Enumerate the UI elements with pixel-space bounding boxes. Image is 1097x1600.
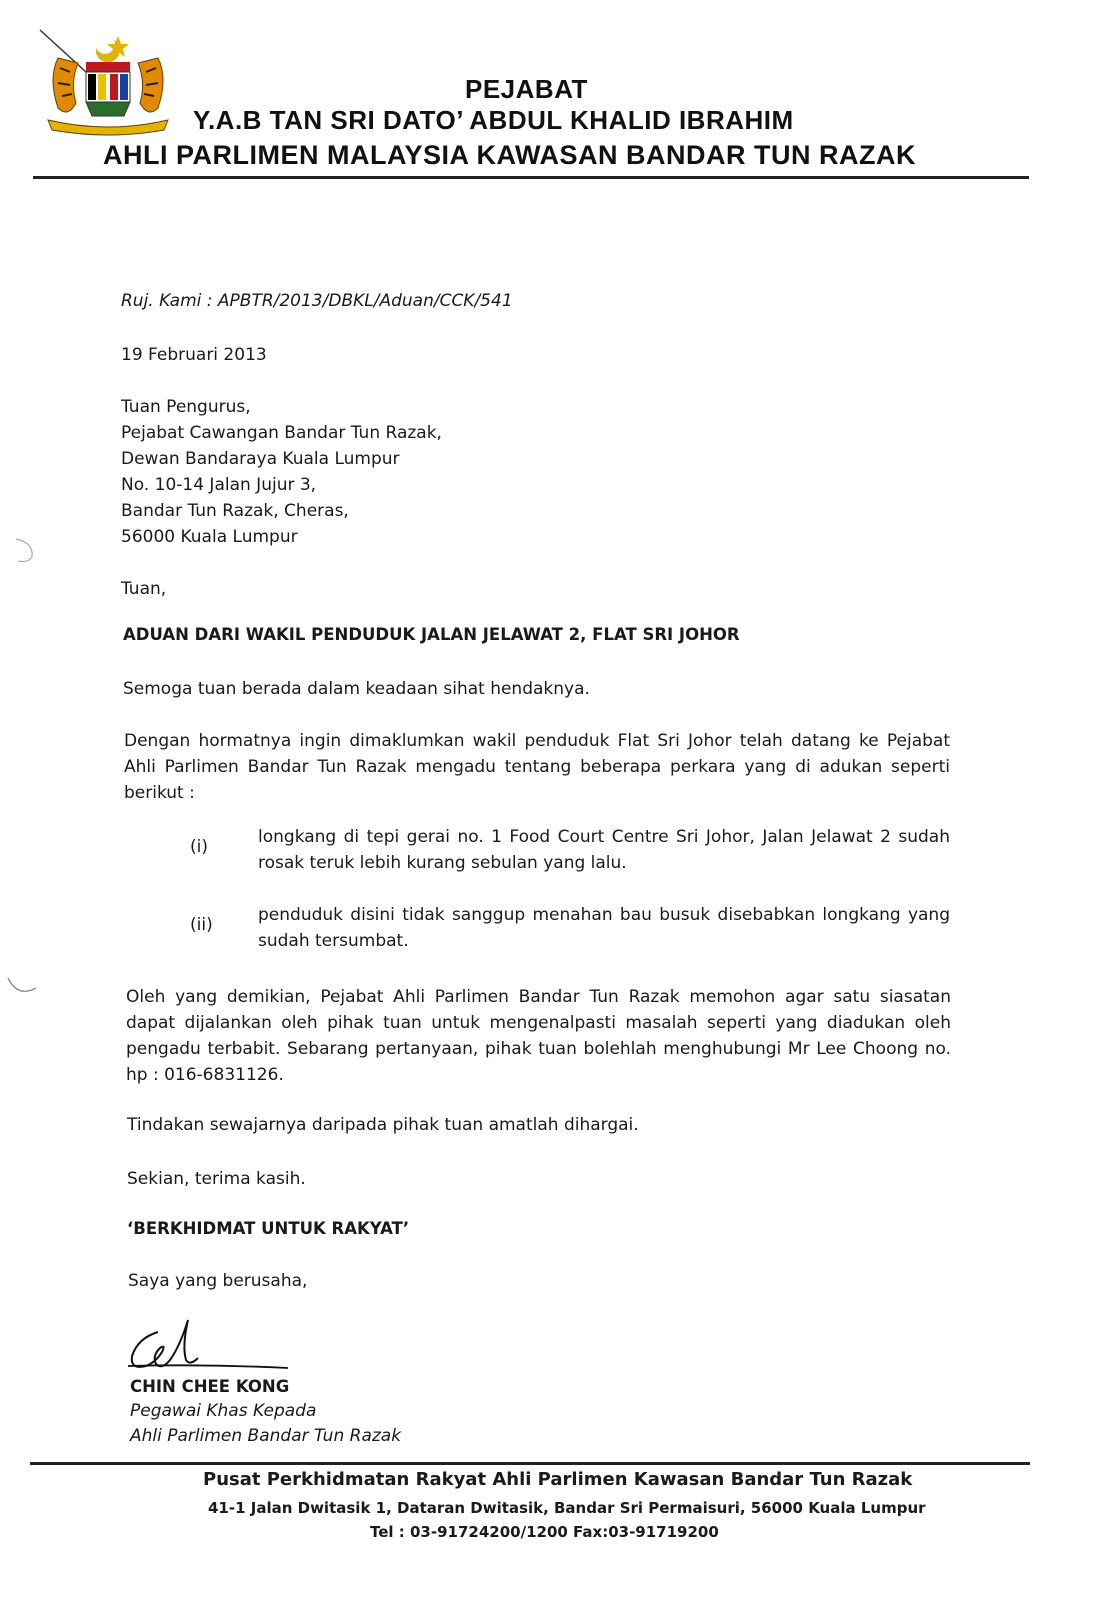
letterhead-divider (33, 176, 1029, 179)
address-line: Pejabat Cawangan Bandar Tun Razak, (121, 423, 442, 443)
letter-date: 19 Februari 2013 (121, 345, 267, 365)
handwritten-signature (128, 1310, 298, 1380)
coat-of-arms-icon (38, 28, 178, 140)
footer-office-name: Pusat Perkhidmatan Rakyat Ahli Parlimen Kawasan Bandar Tun Razak (203, 1469, 913, 1490)
item-text: penduduk disini tidak sanggup menahan bau busuk disebabkan longkang yang sudah tersumbat. (258, 905, 950, 951)
punch-hole-mark (6, 970, 36, 1000)
signatory-position: Pegawai Khas Kepada (130, 1401, 317, 1421)
body-paragraph-1: Dengan hormatnya ingin dimaklumkan wakil penduduk Flat Sri Johor telah datang ke Pejabat Ahli Parlimen Bandar Tun Razak mengadu tentang beberapa perkara yang di adukan seperti berikut : (124, 731, 950, 803)
letterhead-name: Y.A.B TAN SRI DATO’ ABDUL KHALID IBRAHIM (193, 105, 794, 135)
address-line: No. 10-14 Jalan Jujur 3, (121, 475, 317, 495)
body-paragraph-2: Oleh yang demikian, Pejabat Ahli Parlimen Bandar Tun Razak memohon agar satu siasatan dapat dijalankan oleh pihak tuan untuk mengenalpasti masalah seperti yang diadukan oleh pengadu terbabit. Sebarang pertanyaan, pihak tuan bolehlah menghubungi Mr Lee Choong no. hp : 016-6831126. (126, 987, 951, 1085)
letterhead-constituency: AHLI PARLIMEN MALAYSIA KAWASAN BANDAR TUN RAZAK (103, 140, 916, 170)
item-number: (ii) (190, 915, 213, 935)
motto: ‘BERKHIDMAT UNTUK RAKYAT’ (127, 1219, 410, 1238)
signatory-name: CHIN CHEE KONG (130, 1377, 290, 1396)
body-paragraph-3: Tindakan sewajarnya daripada pihak tuan amatlah dihargai. (127, 1115, 639, 1135)
letter-subject: ADUAN DARI WAKIL PENDUDUK JALAN JELAWAT 2, FLAT SRI JOHOR (123, 625, 740, 644)
closing-line: Saya yang berusaha, (128, 1271, 308, 1291)
address-line: Tuan Pengurus, (121, 397, 251, 417)
address-line: Dewan Bandaraya Kuala Lumpur (121, 449, 400, 469)
address-line: 56000 Kuala Lumpur (121, 527, 298, 547)
letterhead-office: PEJABAT (465, 74, 588, 104)
footer-divider (30, 1462, 1030, 1465)
salutation: Tuan, (121, 579, 167, 599)
thanks-line: Sekian, terima kasih. (127, 1169, 306, 1189)
recipient-address (121, 394, 442, 550)
item-text: longkang di tepi gerai no. 1 Food Court Centre Sri Johor, Jalan Jelawat 2 sudah rosak teruk lebih kurang sebulan yang lalu. (258, 827, 950, 873)
item-number: (i) (190, 837, 208, 857)
reference-number: Ruj. Kami : APBTR/2013/DBKL/Aduan/CCK/541 (121, 291, 513, 311)
punch-hole-mark (10, 535, 40, 565)
signatory-office: Ahli Parlimen Bandar Tun Razak (130, 1426, 402, 1446)
footer-contact: Tel : 03-91724200/1200 Fax:03-91719200 (370, 1523, 719, 1541)
address-line: Bandar Tun Razak, Cheras, (121, 501, 349, 521)
greeting: Semoga tuan berada dalam keadaan sihat hendaknya. (123, 679, 590, 699)
footer-address: 41-1 Jalan Dwitasik 1, Dataran Dwitasik, Bandar Sri Permaisuri, 56000 Kuala Lumpur (208, 1499, 926, 1517)
